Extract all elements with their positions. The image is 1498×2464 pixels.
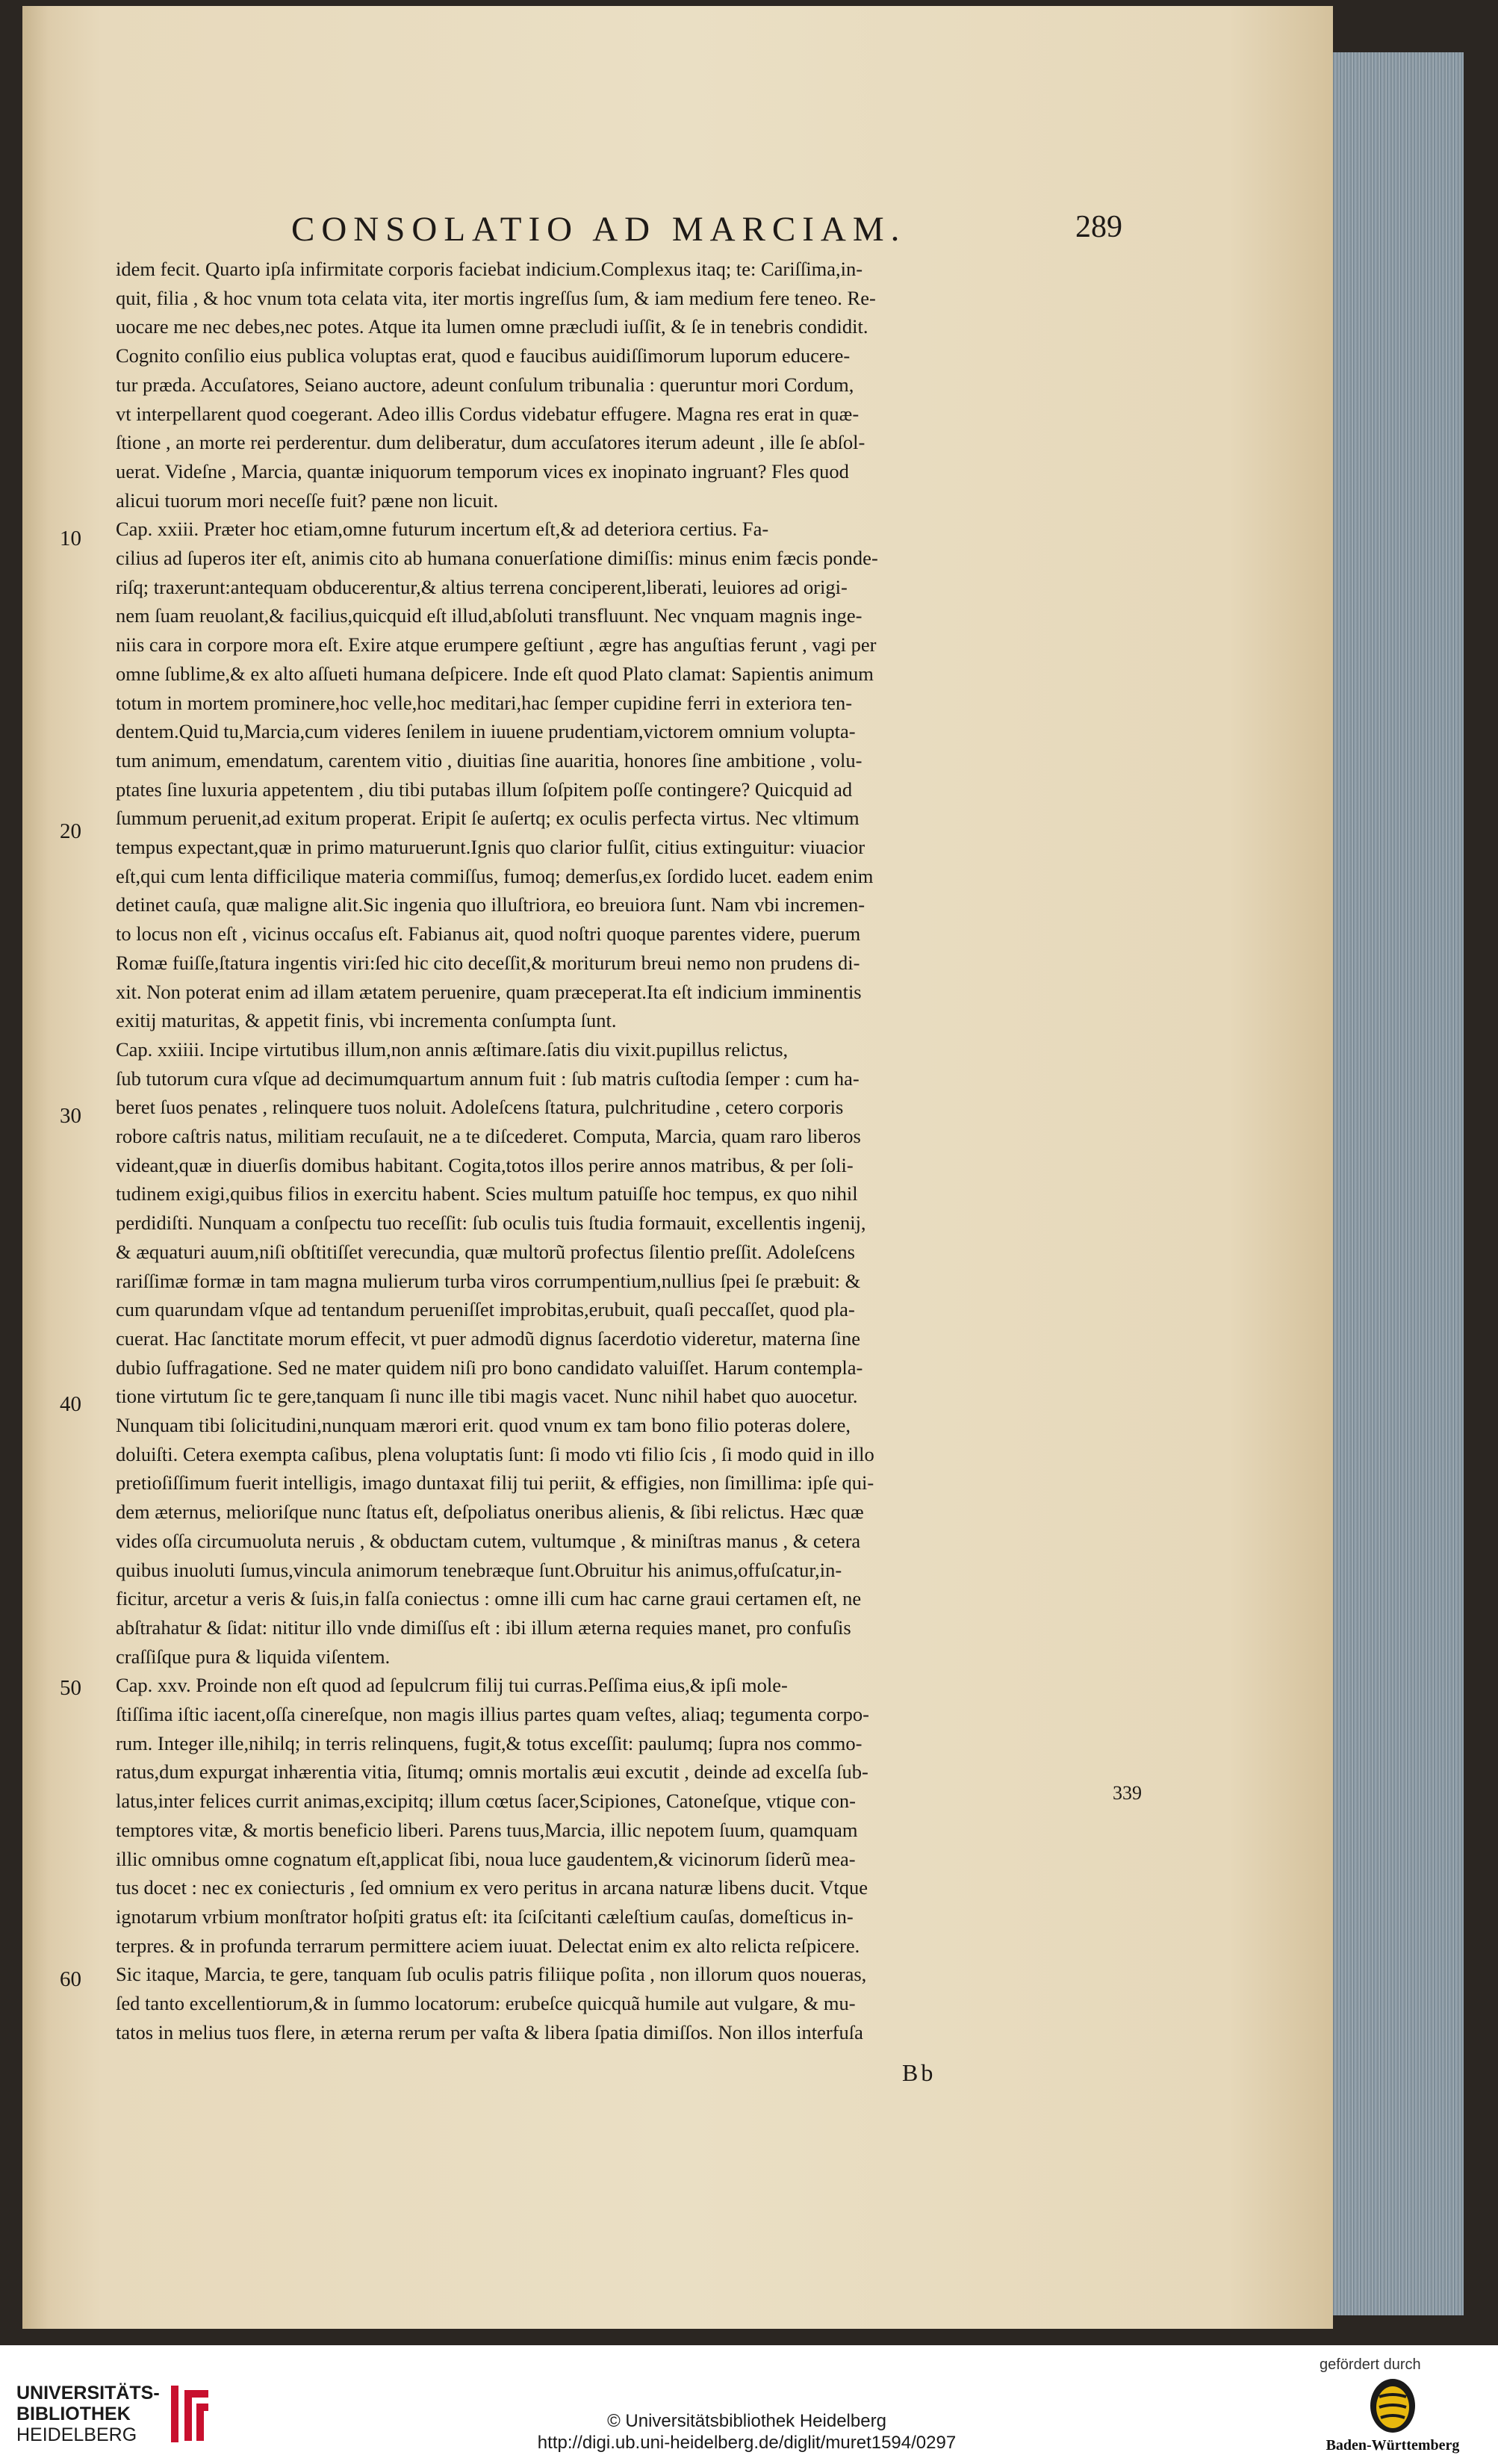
text-line: videant,quæ in diuerſis domibus habitant. Cogita,totos illos perire annos matribus, & per ſoli- bbox=[116, 1153, 854, 1176]
text-line: ſub tutorum cura vſque ad decimumquartum annum fuit : ſub matris cuſtodia ſemper : cum ha- bbox=[116, 1067, 860, 1090]
text-line: pretioſiſſimum fuerit intelligis, imago duntaxat filij tui periit, & effigies, non ſimillima: ipſe qui- bbox=[116, 1471, 874, 1495]
text-line: & æquaturi auum,niſi obſtitiſſet verecundia, quæ multorũ profectus ſilentio preſſit. Adoleſcens bbox=[116, 1240, 855, 1263]
running-title: CONSOLATIO AD MARCIAM. bbox=[291, 210, 907, 249]
text-line: uocare me nec debes,nec potes. Atque ita lumen omne præcludi iuſſit, & ſe in tenebris condidit. bbox=[116, 315, 868, 338]
text-line: uerat. Videſne , Marcia, quantæ iniquorum temporum vices ex inopinato ingruant? Fles quod bbox=[116, 459, 849, 482]
text-line: to locus non eſt , vicinus occaſus eſt. Fabianus ait, quod noſtri quoque parentes videre, puerum bbox=[116, 922, 861, 946]
text-line: illic omnibus omne cognatum eſt,applicat ſibi, noua luce gaudentem,& vicinorum ſiderũ mea- bbox=[116, 1847, 856, 1870]
text-line: cuerat. Hac ſanctitate morum effecit, vt puer admodũ dignus ſacerdotio videretur, materna ſine bbox=[116, 1326, 860, 1350]
line-number-10: 10 bbox=[60, 527, 81, 550]
text-block bbox=[116, 256, 1113, 2086]
text-line: beret ſuos penates , relinquere tuos noluit. Adoleſcens ſtatura, pulchritudine , cetero corporis bbox=[116, 1096, 844, 1119]
library-name-line-2: BIBLIOTHEK bbox=[16, 2404, 131, 2424]
library-emblem-icon bbox=[170, 2384, 214, 2444]
text-line: rariſſimæ formæ in tam magna mulierum turba viros corrumpentium,nullius ſpei ſe præbuit: & bbox=[116, 1269, 861, 1292]
text-line: vides oſſa circumuoluta neruis , & obductam cutem, vultumque , & miniſtras manus , & cetera bbox=[116, 1529, 861, 1552]
text-line: dubio ſuffragatione. Sed ne mater quidem niſi pro bono candidato valuiſſet. Harum contempla- bbox=[116, 1356, 863, 1379]
text-line: tum animum, emendatum, carentem vitio , diuitias ſine auaritia, honores ſine ambitione , volu- bbox=[116, 748, 863, 772]
text-line: riſq; traxerunt:antequam obducerentur,& altius terrena conciperent,liberati, leuiores ad origi- bbox=[116, 575, 848, 598]
text-line: vt interpellarent quod coegerant. Adeo illis Cordus videbatur effugere. Magna res erat in quæ- bbox=[116, 402, 860, 425]
text-line: xit. Non poterat enim ad illam ætatem peruenire, quam præceperat.Ita eſt indicium imminentis bbox=[116, 980, 862, 1003]
line-number-40: 40 bbox=[60, 1392, 81, 1416]
text-line: Cap. xxv. Proinde non eſt quod ad ſepulcrum filij tui curras.Peſſima eius,& ipſi mole- bbox=[116, 1674, 788, 1697]
text-line: nem ſuam reuolant,& facilius,quicquid eſt illud,abſoluti transfluunt. Nec vnquam magnis inge- bbox=[116, 604, 863, 627]
text-line: ratus,dum expurgat inhærentia vitia, ſitumq; omnis mortalis æui excutit , deinde ad excelſa ſub- bbox=[116, 1760, 868, 1784]
library-name-line-3: HEIDELBERG bbox=[16, 2424, 137, 2445]
sponsor-block[interactable] bbox=[1303, 2356, 1482, 2461]
text-line: ſummum peruenit,ad exitum properat. Eripit ſe auſertq; ex oculis perfecta virtus. Nec vltimum bbox=[116, 807, 860, 830]
text-line: Cognito conſilio eius publica voluptas erat, quod e faucibus auidiſſimorum luporum educere- bbox=[116, 344, 851, 367]
book-page bbox=[22, 6, 1333, 2329]
text-line: perdidiſti. Nunquam a conſpectu tuo receſſit: ſub oculis tuis ſtudia formauit, excellentis ingenij, bbox=[116, 1211, 866, 1235]
text-line: tione virtutum ſic te gere,tanquam ſi nunc ille tibi magis vacet. Nunc nihil habet quo auocetur. bbox=[116, 1385, 858, 1408]
text-line: niis cara in corpore mora eſt. Exire atque erumpere geſtiunt , ægre has anguſtias ferunt , vagi per bbox=[116, 633, 877, 657]
text-line: ficitur, arcetur a veris & ſuis,in falſa coniectus : omne illi cum hac carne graui certamen eſt, ne bbox=[116, 1587, 862, 1610]
sponsor-name: Baden-Württemberg bbox=[1325, 2437, 1460, 2454]
library-name-line-1: UNIVERSITÄTS- bbox=[16, 2383, 160, 2404]
text-line: dem æternus, melioriſque nunc ſtatus eſt, deſpoliatus oneribus alienis, & ſibi relictus. Hæc quæ bbox=[116, 1501, 864, 1524]
text-line: idem fecit. Quarto ipſa infirmitate corporis faciebat indicium.Complexus itaq; te: Cariſſima,in- bbox=[116, 258, 863, 280]
text-line: eſt,qui cum lenta difficilique materia commiſſus, fumoq; demerſus,ex ſordido lucet. eadem enim bbox=[116, 864, 874, 887]
text-line: rum. Integer ille,nihilq; in terris relinquens, fugit,& totus exceſſit: paulumq; ſupra nos commo- bbox=[116, 1731, 863, 1754]
sponsor-label: gefördert durch bbox=[1320, 2356, 1421, 2373]
text-line: cilius ad ſuperos iter eſt, animis cito ab humana conuerſatione dimiſſis: minus enim fæcis ponde- bbox=[116, 547, 878, 569]
text-line: Sic itaque, Marcia, te gere, tanquam ſub oculis patris filiique poſita , non illorum quos noueras, bbox=[116, 1963, 867, 1986]
library-name bbox=[16, 2383, 160, 2445]
text-line: doluiſti. Cetera exempta caſibus, plena voluptatis ſunt: ſi modo vti filio ſcis , ſi modo quid in illo bbox=[116, 1442, 874, 1465]
book-page-edges bbox=[1333, 52, 1464, 2315]
text-line: tatos in melius tuos flere, in æterna rerum per vaſta & libera ſpatia dimiſſos. Non illos interfuſa bbox=[116, 2020, 863, 2043]
text-line: tempus expectant,quæ in primo maturuerunt.Ignis quo clarior fulſit, citius extinguitur: viuacior bbox=[116, 836, 865, 858]
text-line: Romæ fuiſſe,ſtatura ingentis viri:ſed hic cito deceſſit,& moriturum breui nemo non prudens di- bbox=[116, 951, 860, 974]
line-number-30: 30 bbox=[60, 1104, 81, 1128]
line-number-20: 20 bbox=[60, 819, 81, 843]
text-line: craſſiſque pura & liquida viſentem. bbox=[116, 1645, 391, 1668]
text-line: tus docet : nec ex coniecturis , ſed omnium ex vero peritus in arcana naturæ libens ducit. Vtque bbox=[116, 1876, 868, 1899]
text-line: temptores vitæ, & mortis beneficio liberi. Parens tuus,Marcia, illic nepotem ſuum, quamquam bbox=[116, 1818, 858, 1841]
folio-number: 289 bbox=[1075, 210, 1122, 244]
text-line: ptates ſine luxuria appetentem , diu tibi putabas illum ſoſpitem poſſe contingere? Quicquid ad bbox=[116, 778, 853, 801]
footer-bar bbox=[0, 2345, 1498, 2464]
text-line: terpres. & in profunda terrarum permittere aciem iuuat. Delectat enim ex alto relicta reſpicere. bbox=[116, 1934, 860, 1957]
permalink-url[interactable]: http://digi.ub.uni-heidelberg.de/diglit/muret1594/0297 bbox=[537, 2433, 957, 2453]
text-line: quit, filia , & hoc vnum tota celata vita, iter mortis ingreſſus ſum, & iam medium fere teneo. Re- bbox=[116, 286, 876, 309]
copyright-notice: © Universitätsbibliothek Heidelberg bbox=[607, 2411, 886, 2431]
coat-of-arms-icon bbox=[1369, 2377, 1417, 2434]
text-line: tudinem exigi,quibus filios in exercitu habent. Scies multum patuiſſe hoc tempus, ex quo nihil bbox=[116, 1182, 858, 1205]
text-line: Cap. xxiiii. Incipe virtutibus illum,non annis æſtimare.ſatis diu vixit.pupillus relictus, bbox=[116, 1037, 789, 1061]
text-line: dentem.Quid tu,Marcia,cum videres ſenilem in iuuene prudentiam,victorem omnium volupta- bbox=[116, 720, 856, 743]
text-line: omne ſublime,& ex alto aſſueti humana deſpicere. Inde eſt quod Plato clamat: Sapientis animum bbox=[116, 662, 874, 685]
text-line: quibus inuoluti ſumus,vincula animorum tenebræque ſunt.Obruitur his animus,offuſcatur,in- bbox=[116, 1558, 842, 1581]
text-line: ignotarum vrbium monſtrator hoſpiti gratus eſt: ita ſciſcitanti cæleſtium cauſas, domeſticus in- bbox=[116, 1905, 854, 1928]
text-line: tur præda. Accuſatores, Seiano auctore, adeunt conſulum tribunalia : queruntur mori Cordum, bbox=[116, 373, 854, 396]
text-line: exitij maturitas, & appetit finis, vbi incrementa conſumpta ſunt. bbox=[116, 1009, 617, 1032]
text-line: ſed tanto excellentiorum,& in ſummo locatorum: erubeſce quicquã humile aut vulgare, & mu- bbox=[116, 1992, 856, 2014]
text-line: ſtione , an morte rei perderentur. dum deliberatur, dum accuſatores iterum adeunt , ille ſe abſol- bbox=[116, 431, 865, 454]
text-line: Cap. xxiii. Præter hoc etiam,omne futurum incertum eſt,& ad deteriora certius. Fa- bbox=[116, 518, 769, 541]
line-number-60: 60 bbox=[60, 1967, 81, 1991]
signature-mark: Bb bbox=[902, 2059, 936, 2086]
university-library-logo[interactable] bbox=[16, 2383, 233, 2457]
text-line: robore caſtris natus, militiam recuſauit, ne a te diſcederet. Computa, Marcia, quam raro liberos bbox=[116, 1125, 861, 1147]
text-line: totum in mortem prominere,hoc velle,hoc meditari,hac ſemper cupidine ferri in exteriora ten- bbox=[116, 691, 853, 714]
text-line: alicui tuorum mori neceſſe fuit? pæne non licuit. bbox=[116, 488, 499, 512]
text-line: latus,inter felices currit animas,excipitq; illum cœtus ſacer,Scipiones, Catoneſque, vtique con- bbox=[116, 1790, 856, 1813]
text-line: cum quarundam vſque ad tentandum perueniſſet improbitas,erubuit, quaſi peccaſſet, quod pla- bbox=[116, 1298, 855, 1321]
line-number-50: 50 bbox=[60, 1676, 81, 1700]
text-line: Nunquam tibi ſolicitudini,nunquam mærori erit. quod vnum ex tam bono filio poteras dolere, bbox=[116, 1414, 851, 1436]
text-line: detinet cauſa, quæ maligne alit.Sic ingenia quo illuſtriora, eo breuiora ſunt. Nam vbi incremen- bbox=[116, 893, 865, 916]
text-line: ſtiſſima iſtic iacent,oſſa cinereſque, non magis illius partes quam veſtes, aliaq; tegumenta corpo- bbox=[116, 1703, 869, 1725]
margin-page-reference: 339 bbox=[1113, 1782, 1142, 1804]
text-line: abſtrahatur & ſidat: nititur illo vnde dimiſſus eſt : ibi illum æterna requies manet, pro confuſis bbox=[116, 1616, 851, 1639]
